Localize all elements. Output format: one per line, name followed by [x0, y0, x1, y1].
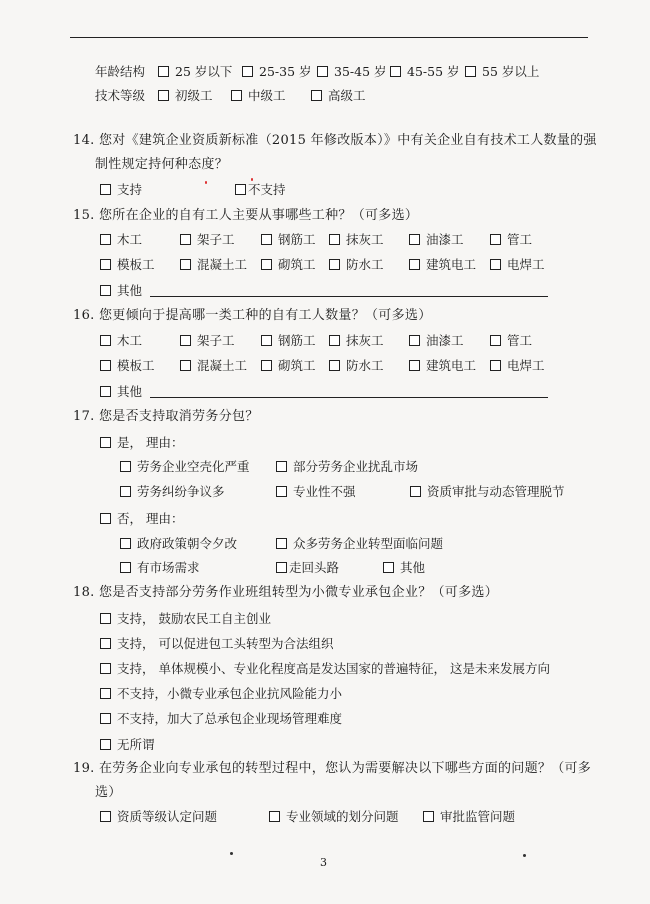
q18-option-6[interactable]: 无所谓	[100, 736, 155, 754]
checkbox[interactable]	[100, 437, 111, 448]
red-mark	[205, 181, 207, 184]
age-option-3[interactable]: 35-45 岁	[317, 63, 387, 81]
q17-yes-reason-3[interactable]: 劳务纠纷争议多	[120, 483, 225, 501]
q16-row1-opt1[interactable]: 木工	[100, 332, 142, 350]
checkbox[interactable]	[409, 259, 420, 270]
q19-text-line1: 19. 在劳务企业向专业承包的转型过程中，您认为需要解决以下哪些方面的问题？（可多	[73, 761, 592, 776]
q17-yes[interactable]: 是， 理由：	[100, 434, 183, 452]
q18-option-2[interactable]: 支持， 可以促进包工头转型为合法组织	[100, 635, 333, 653]
checkbox[interactable]	[276, 486, 287, 497]
checkbox[interactable]	[423, 811, 434, 822]
q19-option-2[interactable]: 专业领域的划分问题	[269, 808, 399, 826]
q17-yes-reason-5[interactable]: 资质审批与动态管理脱节	[410, 483, 565, 501]
header-rule	[70, 37, 588, 38]
q17-no-reason-2[interactable]: 众多劳务企业转型面临问题	[276, 535, 443, 553]
q16-text: 16. 您更倾向于提高哪一类工种的自有工人数量？（可多选）	[73, 308, 432, 323]
checkbox[interactable]	[383, 562, 394, 573]
checkbox[interactable]	[100, 638, 111, 649]
checkbox[interactable]	[390, 66, 401, 77]
q18-option-5[interactable]: 不支持，加大了总承包企业现场管理难度	[100, 710, 342, 728]
checkbox[interactable]	[235, 184, 246, 195]
scan-speck	[523, 854, 526, 857]
skill-label: 技术等级	[95, 88, 146, 103]
q17-text: 17. 您是否支持取消劳务分包？	[73, 409, 259, 424]
checkbox[interactable]	[100, 811, 111, 822]
q15-text: 15. 您所在企业的自有工人主要从事哪些工种？（可多选）	[73, 208, 419, 223]
checkbox[interactable]	[100, 739, 111, 750]
scan-speck	[230, 852, 233, 855]
checkbox[interactable]	[100, 386, 111, 397]
checkbox[interactable]	[329, 360, 340, 371]
checkbox[interactable]	[120, 461, 131, 472]
q16-row1-opt6[interactable]: 管工	[490, 332, 532, 350]
checkbox[interactable]	[158, 90, 169, 101]
q15-row2-opt1[interactable]: 模板工	[100, 256, 155, 274]
checkbox[interactable]	[276, 562, 287, 573]
checkbox[interactable]	[100, 259, 111, 270]
checkbox[interactable]	[276, 461, 287, 472]
skill-option-2[interactable]: 中级工	[231, 87, 286, 105]
checkbox[interactable]	[409, 335, 420, 346]
q16-row2-opt6[interactable]: 电焊工	[490, 357, 545, 375]
checkbox[interactable]	[317, 66, 328, 77]
checkbox[interactable]	[231, 90, 242, 101]
checkbox[interactable]	[269, 811, 280, 822]
q15-row1-opt6[interactable]: 管工	[490, 231, 532, 249]
age-option-4[interactable]: 45-55 岁	[390, 63, 460, 81]
q15-row2-opt3[interactable]: 砌筑工	[261, 256, 316, 274]
q15-row1-opt4[interactable]: 抹灰工	[329, 231, 384, 249]
q18-option-3[interactable]: 支持， 单体规模小、专业化程度高是发达国家的普遍特征， 这是未来发展方向	[100, 660, 550, 678]
q17-no-reason-3[interactable]: 有市场需求	[120, 559, 200, 577]
checkbox[interactable]	[311, 90, 322, 101]
q15-row2-opt2[interactable]: 混凝土工	[180, 256, 247, 274]
checkbox[interactable]	[329, 234, 340, 245]
age-option-1[interactable]: 25 岁以下	[158, 63, 232, 81]
checkbox[interactable]	[465, 66, 476, 77]
checkbox[interactable]	[100, 688, 111, 699]
q17-yes-reason-2[interactable]: 部分劳务企业扰乱市场	[276, 458, 418, 476]
q16-row2-opt2[interactable]: 混凝土工	[180, 357, 247, 375]
q19-option-1[interactable]: 资质等级认定问题	[100, 808, 217, 826]
checkbox[interactable]	[276, 538, 287, 549]
q16-row2-opt3[interactable]: 砌筑工	[261, 357, 316, 375]
q15-row2-opt6[interactable]: 电焊工	[490, 256, 545, 274]
q15-row1-opt3[interactable]: 钢筋工	[261, 231, 316, 249]
q19-option-3[interactable]: 审批监管问题	[423, 808, 515, 826]
q15-row2-opt4[interactable]: 防水工	[329, 256, 384, 274]
red-mark	[251, 178, 253, 181]
checkbox[interactable]	[409, 234, 420, 245]
q15-other[interactable]: 其他	[100, 282, 142, 300]
q16-row1-opt5[interactable]: 油漆工	[409, 332, 464, 350]
q16-row2-opt4[interactable]: 防水工	[329, 357, 384, 375]
checkbox[interactable]	[100, 513, 111, 524]
q16-other[interactable]: 其他	[100, 383, 142, 401]
checkbox[interactable]	[261, 335, 272, 346]
checkbox[interactable]	[490, 335, 501, 346]
skill-option-1[interactable]: 初级工	[158, 87, 213, 105]
checkbox[interactable]	[329, 259, 340, 270]
q14-option-oppose[interactable]: 不支持	[235, 181, 286, 199]
age-option-5[interactable]: 55 岁以上	[465, 63, 539, 81]
q15-row1-opt1[interactable]: 木工	[100, 231, 142, 249]
q17-no-reason-5[interactable]: 其他	[383, 559, 425, 577]
q17-no[interactable]: 否， 理由：	[100, 510, 183, 528]
q15-row1-opt5[interactable]: 油漆工	[409, 231, 464, 249]
checkbox[interactable]	[180, 234, 191, 245]
q16-row1-opt4[interactable]: 抹灰工	[329, 332, 384, 350]
q18-option-1[interactable]: 支持， 鼓励农民工自主创业	[100, 610, 271, 628]
q16-row1-opt3[interactable]: 钢筋工	[261, 332, 316, 350]
checkbox[interactable]	[100, 613, 111, 624]
checkbox[interactable]	[100, 234, 111, 245]
q15-row1-opt2[interactable]: 架子工	[180, 231, 235, 249]
q18-option-4[interactable]: 不支持，小微专业承包企业抗风险能力小	[100, 685, 342, 703]
q16-row1-opt2[interactable]: 架子工	[180, 332, 235, 350]
q17-yes-reason-1[interactable]: 劳务企业空壳化严重	[120, 458, 250, 476]
checkbox[interactable]	[329, 335, 340, 346]
q16-other-input-line[interactable]	[150, 397, 548, 398]
checkbox[interactable]	[490, 259, 501, 270]
q14-option-support[interactable]: 支持	[100, 181, 142, 199]
checkbox[interactable]	[120, 562, 131, 573]
skill-option-3[interactable]: 高级工	[311, 87, 366, 105]
checkbox[interactable]	[180, 259, 191, 270]
checkbox[interactable]	[100, 663, 111, 674]
checkbox[interactable]	[100, 360, 111, 371]
q14-text-line2: 制性规定持何种态度？	[95, 157, 229, 172]
checkbox[interactable]	[100, 713, 111, 724]
checkbox[interactable]	[490, 360, 501, 371]
q15-other-input-line[interactable]	[150, 296, 548, 297]
checkbox[interactable]	[261, 234, 272, 245]
checkbox[interactable]	[120, 486, 131, 497]
checkbox[interactable]	[409, 360, 420, 371]
page-number: 3	[320, 856, 327, 869]
checkbox[interactable]	[242, 66, 253, 77]
q16-row2-opt1[interactable]: 模板工	[100, 357, 155, 375]
checkbox[interactable]	[180, 335, 191, 346]
checkbox[interactable]	[100, 285, 111, 296]
q17-no-reason-4[interactable]: 走回头路	[276, 559, 339, 577]
q16-row2-opt5[interactable]: 建筑电工	[409, 357, 476, 375]
checkbox[interactable]	[261, 259, 272, 270]
checkbox[interactable]	[158, 66, 169, 77]
checkbox[interactable]	[261, 360, 272, 371]
age-option-2[interactable]: 25-35 岁	[242, 63, 312, 81]
checkbox[interactable]	[120, 538, 131, 549]
checkbox[interactable]	[410, 486, 421, 497]
checkbox[interactable]	[180, 360, 191, 371]
q19-text-line2: 选）	[95, 785, 122, 800]
q17-no-reason-1[interactable]: 政府政策朝令夕改	[120, 535, 237, 553]
checkbox[interactable]	[490, 234, 501, 245]
checkbox[interactable]	[100, 335, 111, 346]
q14-text-line1: 14. 您对《建筑企业资质新标准（2015 年修改版本）》中有关企业自有技术工人数量的强	[73, 133, 597, 148]
q15-row2-opt5[interactable]: 建筑电工	[409, 256, 476, 274]
checkbox[interactable]	[100, 184, 111, 195]
age-label: 年龄结构	[95, 64, 146, 79]
q18-text: 18. 您是否支持部分劳务作业班组转型为小微专业承包企业？（可多选）	[73, 585, 499, 600]
q17-yes-reason-4[interactable]: 专业性不强	[276, 483, 356, 501]
